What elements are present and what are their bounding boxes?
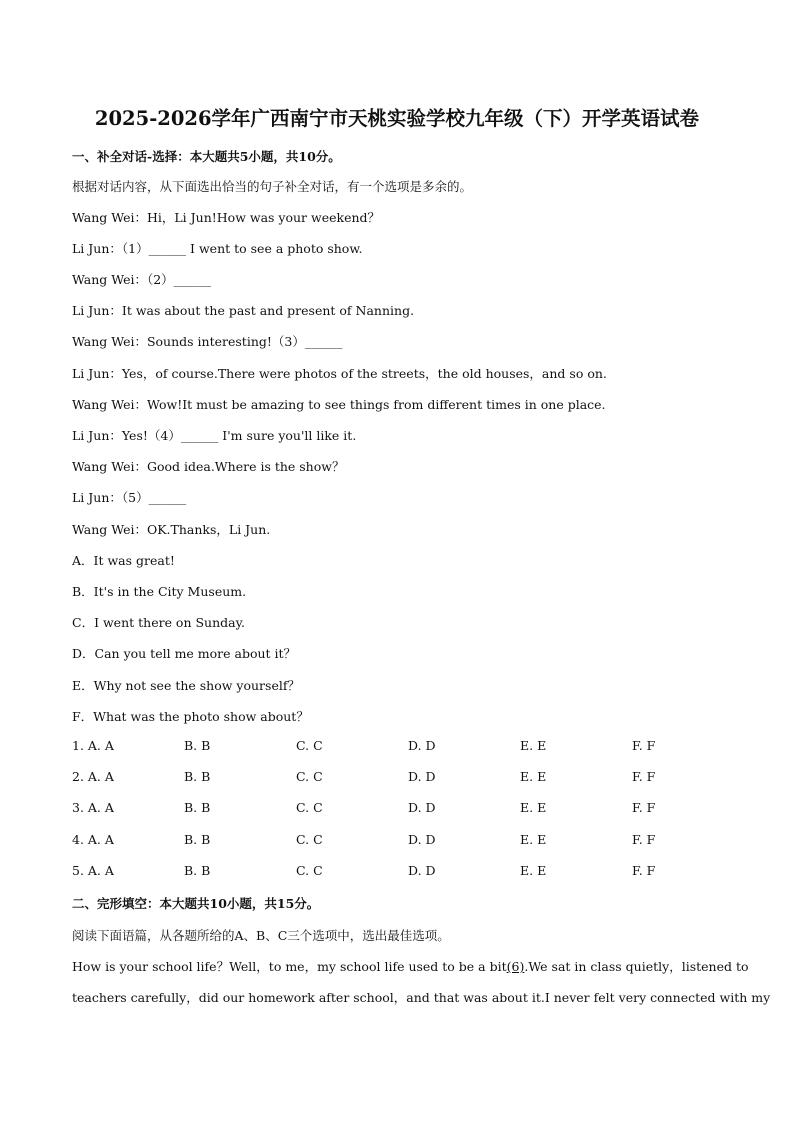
- option-item: E．Why not see the show yourself？: [72, 678, 300, 693]
- answer-choice[interactable]: C. C: [296, 738, 323, 753]
- answer-choice[interactable]: D. D: [408, 863, 436, 878]
- answer-choice[interactable]: F. F: [632, 832, 656, 847]
- option-item: C．I went there on Sunday.: [72, 615, 245, 630]
- dialogue-line: Li Jun：（1）______ I went to see a photo show.: [72, 241, 363, 256]
- answer-choice[interactable]: C. C: [296, 800, 323, 815]
- answer-choice[interactable]: E. E: [520, 832, 547, 847]
- answer-choice[interactable]: F. F: [632, 738, 656, 753]
- answer-choice[interactable]: B. B: [184, 863, 211, 878]
- answer-row-5: [72, 863, 722, 881]
- answer-choice[interactable]: B. B: [184, 832, 211, 847]
- option-item: D．Can you tell me more about it？: [72, 646, 297, 661]
- passage-line: teachers carefully，did our homework after school，and that was about it.I never felt very connected with my: [72, 990, 771, 1005]
- answer-choice[interactable]: E. E: [520, 769, 547, 784]
- answer-choice[interactable]: 1. A. A: [72, 738, 114, 753]
- cloze-blank-6[interactable]: (6): [506, 959, 525, 974]
- dialogue-line: Li Jun：Yes!（4）______ I'm sure you'll like it.: [72, 428, 357, 443]
- passage-text: How is your school life？Well，to me，my school life used to be a bit: [72, 959, 507, 974]
- dialogue-line: Wang Wei：Wow!It must be amazing to see things from different times in one place.: [72, 397, 606, 412]
- section-2-instruction: 阅读下面语篇，从各题所给的A、B、C三个选项中，选出最佳选项。: [72, 928, 450, 943]
- dialogue-line: Wang Wei：（2）______: [72, 272, 212, 287]
- dialogue-line: Wang Wei：OK.Thanks，Li Jun.: [72, 522, 271, 537]
- page-title: 2025-2026学年广西南宁市天桃实验学校九年级（下）开学英语试卷: [94, 107, 700, 130]
- answer-choice[interactable]: D. D: [408, 800, 436, 815]
- answer-choice[interactable]: E. E: [520, 738, 547, 753]
- dialogue-line: Wang Wei：Good idea.Where is the show？: [72, 459, 345, 474]
- answer-choice[interactable]: F. F: [632, 800, 656, 815]
- answer-choice[interactable]: F. F: [632, 863, 656, 878]
- section-1-instruction: 根据对话内容，从下面选出恰当的句子补全对话，有一个选项是多余的。: [72, 179, 473, 194]
- answer-row-4: [72, 832, 722, 850]
- answer-choice[interactable]: B. B: [184, 738, 211, 753]
- option-item: B．It's in the City Museum.: [72, 584, 247, 599]
- answer-choice[interactable]: D. D: [408, 769, 436, 784]
- dialogue-line: Li Jun：（5）______: [72, 490, 187, 505]
- dialogue-line: Li Jun：It was about the past and present of Nanning.: [72, 303, 415, 318]
- answer-choice[interactable]: 4. A. A: [72, 832, 114, 847]
- option-item: F．What was the photo show about？: [72, 709, 309, 724]
- dialogue-line: Wang Wei：Sounds interesting!（3）______: [72, 334, 343, 349]
- answer-row-1: [72, 738, 722, 756]
- dialogue-line: Wang Wei：Hi，Li Jun!How was your weekend？: [72, 210, 381, 225]
- answer-choice[interactable]: F. F: [632, 769, 656, 784]
- section-1-heading: 一、补全对话-选择：本大题共5小题，共10分。: [72, 149, 341, 164]
- answer-choice[interactable]: D. D: [408, 832, 436, 847]
- answer-choice[interactable]: B. B: [184, 800, 211, 815]
- answer-choice[interactable]: B. B: [184, 769, 211, 784]
- answer-choice[interactable]: E. E: [520, 863, 547, 878]
- answer-choice[interactable]: 3. A. A: [72, 800, 114, 815]
- answer-choice[interactable]: C. C: [296, 832, 323, 847]
- dialogue-line: Li Jun：Yes，of course.There were photos of the streets，the old houses，and so on.: [72, 366, 607, 381]
- passage-text: .We sat in class quietly，listened to: [524, 959, 749, 974]
- answer-row-3: [72, 800, 722, 818]
- answer-choice[interactable]: C. C: [296, 863, 323, 878]
- section-2-heading: 二、完形填空：本大题共10小题，共15分。: [72, 896, 320, 911]
- answer-row-2: [72, 769, 722, 787]
- answer-choice[interactable]: E. E: [520, 800, 547, 815]
- option-item: A．It was great!: [72, 553, 175, 568]
- answer-choice[interactable]: D. D: [408, 738, 436, 753]
- passage-line: [72, 957, 749, 975]
- answer-choice[interactable]: 2. A. A: [72, 769, 114, 784]
- answer-choice[interactable]: C. C: [296, 769, 323, 784]
- answer-choice[interactable]: 5. A. A: [72, 863, 114, 878]
